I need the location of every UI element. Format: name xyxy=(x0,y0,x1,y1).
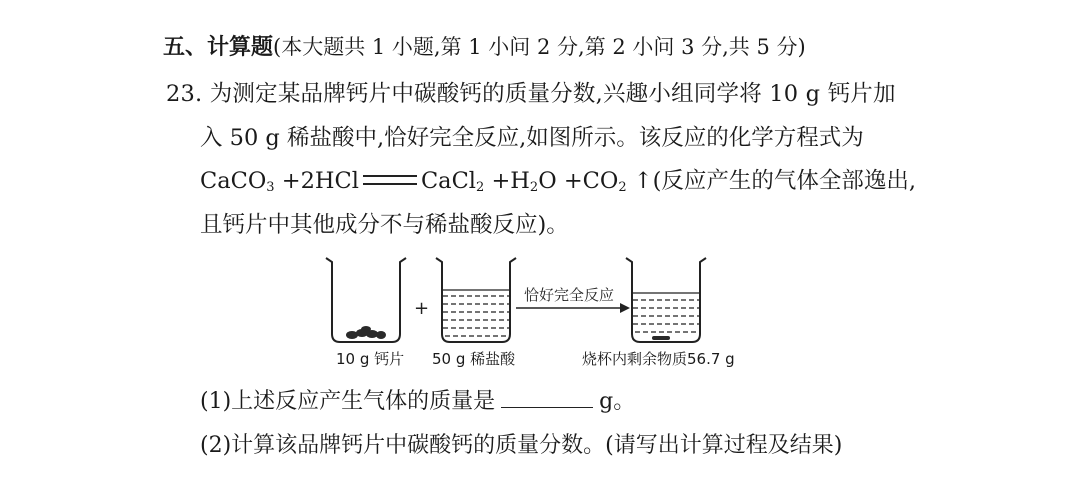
equation-note: (反应产生的气体全部逸出, xyxy=(652,168,917,194)
question-line-1: 23. 为测定某品牌钙片中碳酸钙的质量分数,兴趣小组同学将 10 g 钙片加 xyxy=(166,81,896,107)
residue-solid-icon xyxy=(652,336,670,340)
reaction-arrow-icon xyxy=(516,303,630,313)
calcium-tablets-icon xyxy=(346,326,386,339)
section-score-note: (本大题共 1 小题,第 1 小问 2 分,第 2 小问 3 分,共 5 分) xyxy=(273,35,806,59)
question-line-2: 入 50 g 稀盐酸中,恰好完全反应,如图所示。该反应的化学方程式为 xyxy=(200,125,864,151)
product-co2: $CO_2$ xyxy=(582,168,627,195)
reactant-hcl: 2HCl xyxy=(300,168,359,194)
arrow-label: 恰好完全反应 xyxy=(524,286,615,304)
reactant-caco3: CaCO$_3$ xyxy=(200,168,275,195)
plus-sign: + xyxy=(491,168,511,194)
section-title: 五、计算题 xyxy=(163,35,274,60)
subquestion-2: (2)计算该品牌钙片中碳酸钙的质量分数。(请写出计算过程及结果) xyxy=(200,433,843,458)
gas-up-arrow-icon: ↑ xyxy=(633,168,653,194)
product-cacl2: CaCl$_2$ xyxy=(420,168,485,195)
beaker-residue-icon xyxy=(626,258,706,342)
caption-tablets: 10 g 钙片 xyxy=(336,350,405,368)
figure-plus-sign: + xyxy=(414,298,430,319)
beaker-acid-icon xyxy=(436,258,516,342)
subquestion-1-text: (1)上述反应产生气体的质量是 xyxy=(200,389,496,414)
caption-acid: 50 g 稀盐酸 xyxy=(432,350,516,368)
question-line-4: 且钙片中其他成分不与稀盐酸反应)。 xyxy=(200,212,569,238)
subquestion-1 xyxy=(200,384,635,415)
answer-blank[interactable] xyxy=(501,389,593,408)
subquestion-1-unit: g。 xyxy=(599,389,636,414)
product-h2o: $H_2O$ xyxy=(510,168,557,195)
plus-sign: + xyxy=(281,168,301,194)
plus-sign: + xyxy=(563,168,583,194)
caption-residue: 烧杯内剩余物质56.7 g xyxy=(582,350,735,368)
